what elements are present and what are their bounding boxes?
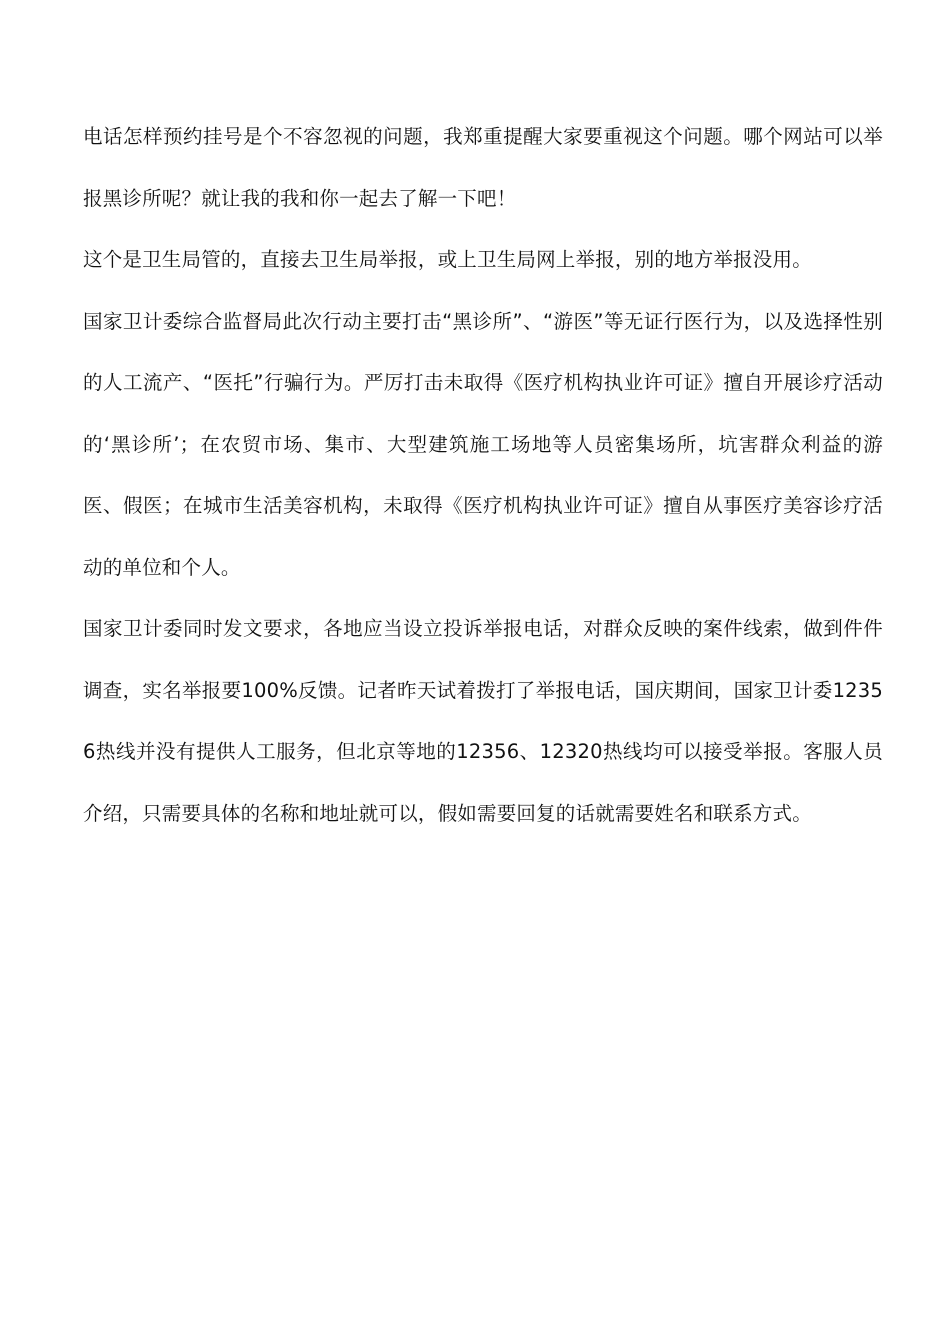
paragraph-intro: 电话怎样预约挂号是个不容忽视的问题，我郑重提醒大家要重视这个问题。哪个网站可以举报黑诊所呢？就让我的我和你一起去了解一下吧！ (83, 125, 883, 210)
document-body (83, 106, 883, 844)
paragraph-crackdown: 国家卫计委综合监督局此次行动主要打击“黑诊所”、“游医”等无证行医行为，以及选择性别的人工流产、“医托”行骗行为。严厉打击未取得《医疗机构执业许可证》擅自开展诊疗活动的‘黑诊所’；在农贸市场、集市、大型建筑施工场地等人员密集场所，坑害群众利益的游医、假医；在城市生活美容机构，未取得《医疗机构执业许可证》擅自从事医疗美容诊疗活动的单位和个人。 (83, 309, 883, 579)
paragraph-hotline: 国家卫计委同时发文要求，各地应当设立投诉举报电话，对群众反映的案件线索，做到件件调查，实名举报要100%反馈。记者昨天试着拨打了举报电话，国庆期间，国家卫计委12356热线并没有提供人工服务，但北京等地的12356、12320热线均可以接受举报。客服人员介绍，只需要具体的名称和地址就可以，假如需要回复的话就需要姓名和联系方式。 (83, 617, 883, 825)
paragraph-answer: 这个是卫生局管的，直接去卫生局举报，或上卫生局网上举报，别的地方举报没用。 (83, 248, 812, 271)
